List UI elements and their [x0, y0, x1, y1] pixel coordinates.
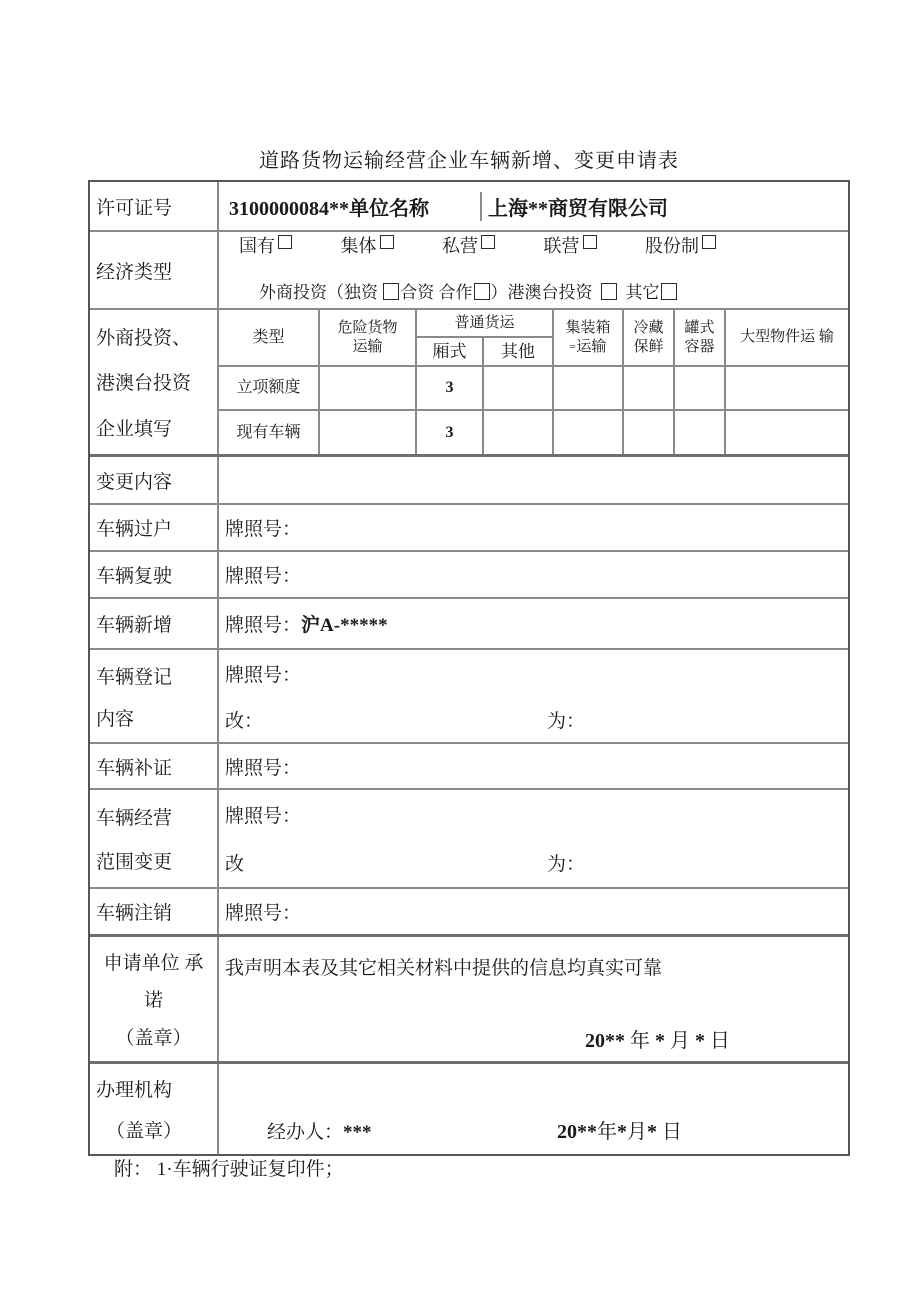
vehicle-deregister-label: 车辆注销 [90, 889, 219, 934]
resume-plate-field: 牌照号： [225, 566, 302, 587]
registration-change-from: 改： [225, 710, 264, 732]
quota-other-cell [484, 367, 554, 411]
row-header-existing-vehicles: 现有车辆 [219, 411, 320, 454]
row-applicant-commitment [90, 937, 848, 1064]
registration-plate-field: 牌照号： [225, 664, 302, 686]
economy-options-line1 [225, 232, 848, 258]
vehicle-type-table [219, 310, 848, 454]
vehicle-new-label: 车辆新增 [90, 599, 219, 648]
row-change-content [90, 457, 848, 505]
checkbox-hmt-investment[interactable] [601, 283, 617, 300]
foreign-label-line2: 港澳台投资 [96, 373, 192, 395]
quota-dangerous-cell [320, 367, 417, 411]
change-content-value [219, 457, 848, 503]
row-vehicle-deregister [90, 889, 848, 937]
agency-operator-value: *** [343, 1122, 372, 1143]
quota-container-cell [554, 367, 624, 411]
vehicle-reissue-label: 车辆补证 [90, 744, 219, 788]
row-foreign-investment [90, 310, 848, 457]
row-header-approved-quota: 立项额度 [219, 367, 320, 411]
agency-operator: 经办人：*** [267, 1122, 372, 1143]
license-number: 3100000084**单位名称 [219, 192, 482, 221]
row-vehicle-registration [90, 650, 848, 744]
option-joint: 联营 [543, 236, 580, 256]
option-private: 私营 [442, 236, 478, 256]
transfer-plate-field: 牌照号： [225, 519, 302, 540]
registration-change-to: 为： [547, 710, 586, 732]
reissue-plate-field: 牌照号： [225, 757, 302, 779]
row-vehicle-resume [90, 552, 848, 599]
option-shareholding: 股份制 [645, 236, 699, 256]
option-foreign-jv: 合资 合作 [400, 283, 473, 302]
existing-other-cell [484, 411, 554, 454]
vehicle-resume-label: 车辆复驶 [90, 552, 219, 597]
new-plate-field: 牌照号： [225, 615, 302, 636]
quota-refrigerated-cell [624, 367, 675, 411]
scope-plate-field: 牌照号： [225, 805, 302, 827]
quota-tank-cell [675, 367, 726, 411]
applicant-commitment-label: 申请单位 承 诺 （盖章） [90, 937, 219, 1061]
commitment-statement: 我声明本表及其它相关材料中提供的信息均真实可靠 [225, 958, 663, 979]
col-header-tank: 罐式 容器 [675, 310, 726, 367]
new-plate-value: 沪A-***** [301, 615, 388, 636]
col-header-type: 类型 [219, 310, 320, 367]
economy-options-line2 [225, 258, 848, 323]
checkbox-collective[interactable] [380, 235, 394, 249]
col-header-container: 集装箱 ═运输 [554, 310, 624, 367]
option-collective: 集体 [340, 236, 377, 256]
existing-box-cell: 3 [417, 411, 484, 454]
col-header-large-objects: 大型物件运 输 [726, 310, 848, 367]
row-scope-change [90, 790, 848, 889]
application-form-table [88, 180, 850, 1156]
col-header-refrigerated: 冷藏 保鲜 [624, 310, 675, 367]
row-license [90, 182, 848, 232]
existing-refrigerated-cell [624, 411, 675, 454]
existing-dangerous-cell [320, 411, 417, 454]
row-vehicle-new [90, 599, 848, 650]
scope-change-to: 为： [547, 854, 586, 876]
economy-type-options [219, 232, 848, 308]
company-name: 上海**商贸有限公司 [488, 197, 668, 220]
foreign-label-line1: 外商投资、 [96, 328, 192, 350]
checkbox-foreign-sole[interactable] [383, 283, 399, 300]
page-title: 道路货物运输经营企业车辆新增、变更申请表 [259, 150, 679, 172]
checkbox-joint[interactable] [583, 235, 597, 249]
change-content-label: 变更内容 [90, 457, 219, 503]
checkbox-state-owned[interactable] [278, 235, 292, 249]
vehicle-transfer-label: 车辆过户 [90, 505, 219, 550]
option-state-owned: 国有 [239, 236, 275, 256]
deregister-plate-field: 牌照号： [225, 903, 302, 924]
attachment-note: 附： 1·车辆行驶证复印件； [114, 1159, 344, 1180]
handling-agency-label: 办理机构 （盖章） [90, 1064, 219, 1154]
checkbox-private[interactable] [481, 235, 495, 249]
quota-large-cell [726, 367, 848, 411]
vehicle-registration-label: 车辆登记 内容 [90, 650, 219, 742]
row-economy-type [90, 232, 848, 310]
agency-date: 20**年*月* 日 [557, 1121, 682, 1143]
foreign-section-label [90, 310, 219, 454]
row-vehicle-transfer [90, 505, 848, 552]
scope-change-label: 车辆经营 范围变更 [90, 790, 219, 887]
existing-large-cell [726, 411, 848, 454]
row-vehicle-reissue [90, 744, 848, 790]
col-header-other-type: 其他 [484, 338, 554, 367]
license-label: 许可证号 [90, 182, 219, 230]
option-hmt-investment: ）港澳台投资 [490, 283, 593, 302]
foreign-label-line3: 企业填写 [96, 418, 173, 440]
col-header-box-type: 厢式 [417, 338, 484, 367]
col-header-general-freight: 普通货运 [417, 310, 554, 338]
existing-tank-cell [675, 411, 726, 454]
line-wrap-mark-icon: ═ [569, 341, 576, 351]
checkbox-shareholding[interactable] [702, 235, 716, 249]
commitment-date: 20** 年 * 月 * 日 [585, 1030, 730, 1052]
checkbox-foreign-jv[interactable] [474, 283, 490, 300]
checkbox-other[interactable] [661, 283, 677, 300]
economy-type-label: 经济类型 [90, 232, 219, 308]
option-foreign-sole: 外商投资（独资 [259, 283, 383, 302]
quota-box-cell: 3 [417, 367, 484, 411]
row-handling-agency [90, 1064, 848, 1154]
existing-container-cell [554, 411, 624, 454]
col-header-dangerous-goods: 危险货物 运输 [320, 310, 417, 367]
scope-change-from: 改 [225, 854, 245, 876]
option-other: 其它 [625, 283, 660, 302]
